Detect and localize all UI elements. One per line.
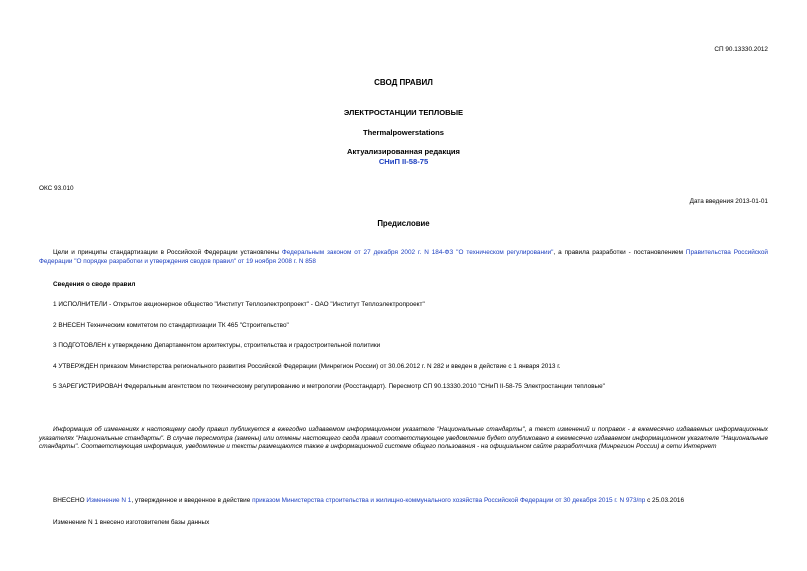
ministry-order-link[interactable]: приказом Министерства строительства и жилищно-коммунального хозяйства Российской Федерации от 30 декабря 2015 г. N 973/пр: [252, 497, 646, 504]
info-heading: Сведения о своде правил: [53, 281, 136, 288]
snip-link[interactable]: СНиП II-58-75: [378, 157, 429, 166]
doc-title: ЭЛЕКТРОСТАНЦИИ ТЕПЛОВЫЕ: [343, 108, 464, 117]
preface-heading: Предисловие: [377, 219, 430, 228]
oks-code: ОКС 93.010: [39, 185, 74, 192]
preface-paragraph: Цели и принципы стандартизации в Российской Федерации установлены Федеральным законом от 27 декабря 2002 г. N 184-ФЗ "О техническом регулировании", а правила разработки - постановлением Правительства Российской Федерации "О порядке разработки и утверждения сводов правил" от 19 ноября 2008 г. N 858: [39, 249, 768, 265]
intro-date: Дата введения 2013-01-01: [689, 198, 768, 205]
edition-label: Актуализированная редакция: [347, 147, 460, 156]
change-note: Изменение N 1 внесено изготовителем базы данных: [53, 519, 210, 526]
change-1-link[interactable]: Изменение N 1: [86, 497, 132, 504]
svod-title: СВОД ПРАВИЛ: [374, 78, 433, 87]
notice-paragraph: Информация об изменениях к настоящему своду правил публикуется в ежегодно издаваемом информационном указателе "Национальные стандарты", а текст изменений и поправок - в ежемесячно издаваемых информационных указателях "Национальные стандарты". В случае пересмотра (замены) или отмены настоящего свода правил соответствующее уведомление будет опубликовано в ежемесячно издаваемом информационном указателе "Национальные стандарты". Соответствующая информация, уведомление и тексты размещаются также в информационной системе общего пользования - на официальном сайте разработчика (Минрегион России) в сети Интернет: [39, 426, 768, 451]
federal-law-link[interactable]: Федеральным законом от 27 декабря 2002 г. N 184-ФЗ "О техническом регулировании": [281, 249, 554, 256]
info-item-4: 4 УТВЕРЖДЕН приказом Министерства регионального развития Российской Федерации (Минрегион России) от 30.06.2012 г. N 282 и введен в действие с 1 января 2013 г.: [53, 363, 561, 370]
info-item-1: 1 ИСПОЛНИТЕЛИ - Открытое акционерное общество "Институт Теплоэлектропроект" - ОАО "Институт Теплоэлектропроект": [53, 301, 425, 308]
info-item-5: 5 ЗАРЕГИСТРИРОВАН Федеральным агентством по техническому регулированию и метрологии (Росстандарт). Пересмотр СП 90.13330.2010 "СНиП II-58-75 Электростанции тепловые": [53, 383, 605, 390]
info-item-2: 2 ВНЕСЕН Техническим комитетом по стандартизации ТК 465 "Строительство": [53, 322, 289, 329]
doc-title-en: Thermalpowerstations: [362, 128, 445, 137]
info-item-3: 3 ПОДГОТОВЛЕН к утверждению Департаментом архитектуры, строительства и градостроительной политики: [53, 342, 381, 349]
change-line: ВНЕСЕНО Изменение N 1, утвержденное и введенное в действие приказом Министерства строительства и жилищно-коммунального хозяйства Российской Федерации от 30 декабря 2015 г. N 973/пр с 25.03.2016: [53, 497, 685, 504]
government-decree-link[interactable]: Правительства Российской Федерации "О порядке разработки и утверждения сводов правил" от 19 ноября 2008 г. N 858: [39, 249, 768, 265]
doc-code: СП 90.13330.2012: [714, 46, 768, 53]
